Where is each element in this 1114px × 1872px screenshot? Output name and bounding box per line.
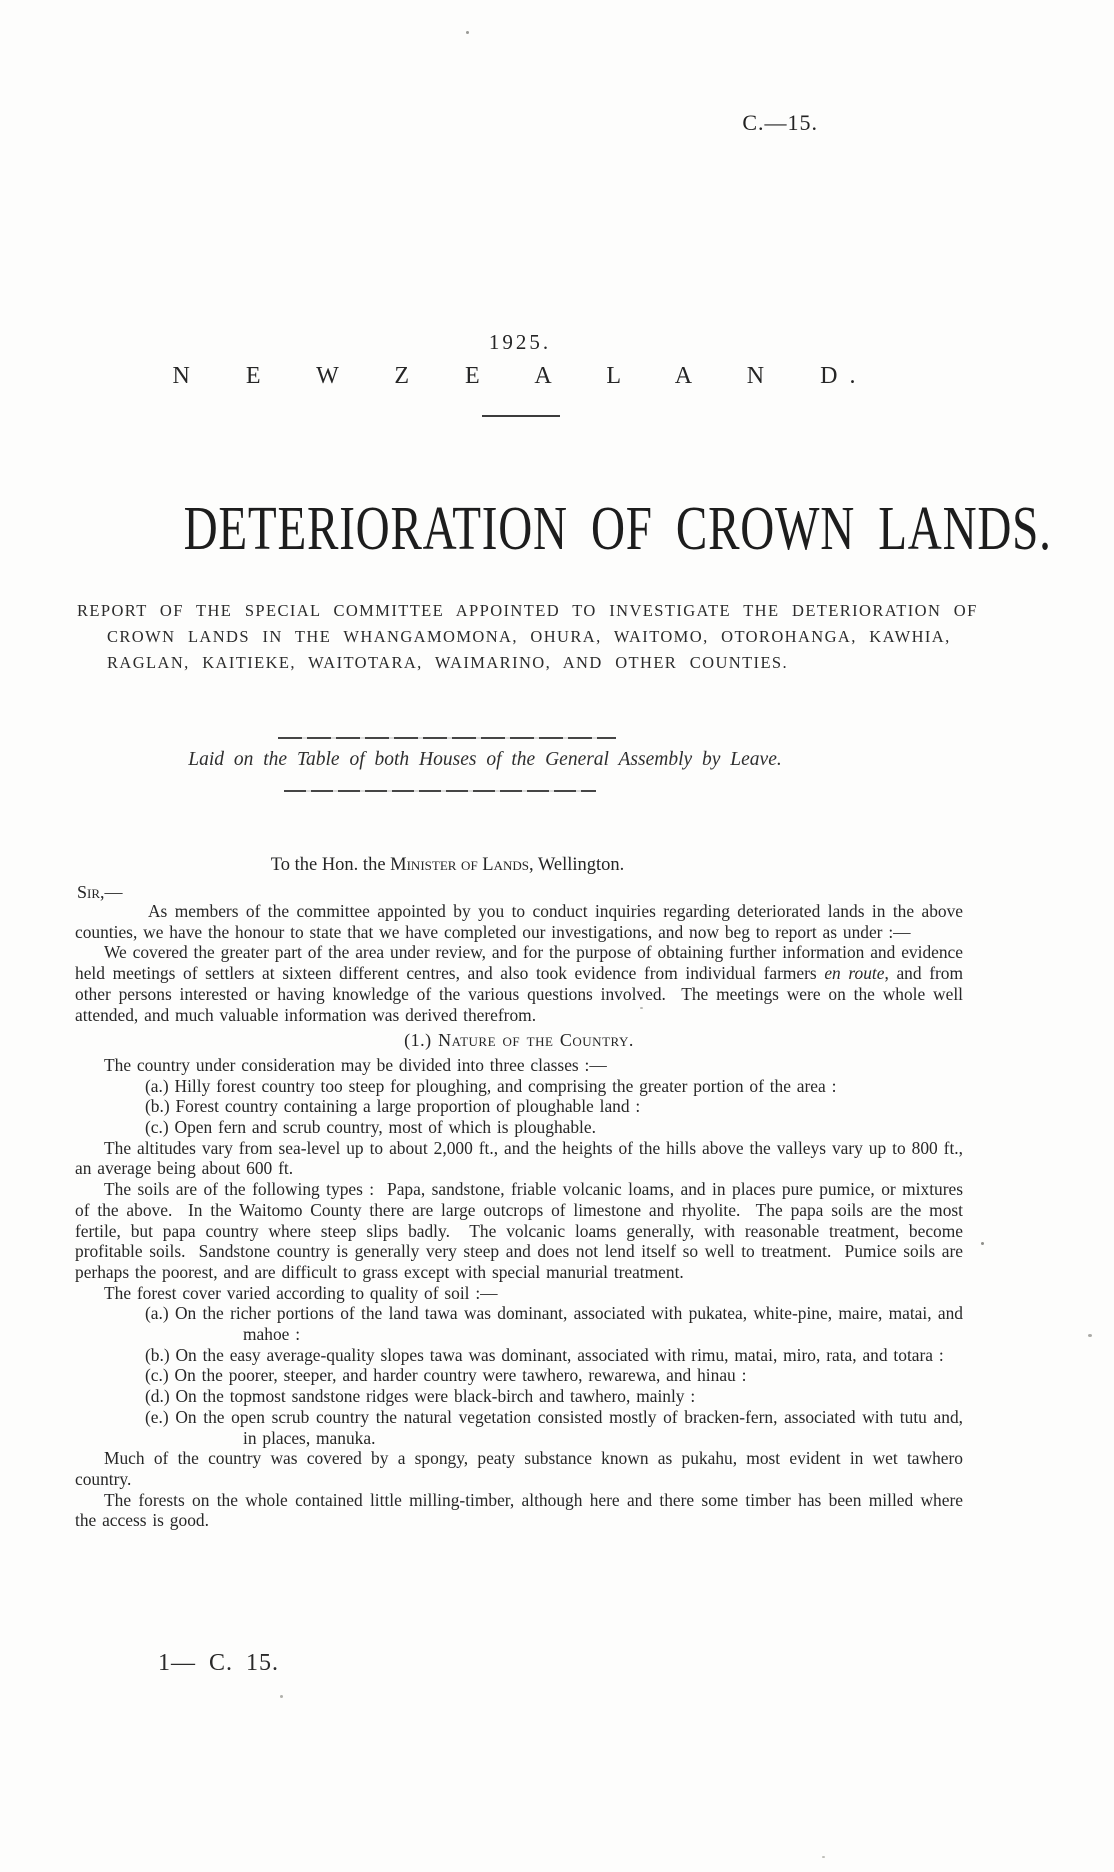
subtitle-line-1: REPORT OF THE SPECIAL COMMITTEE APPOINTED TO INVESTIGATE THE DETERIORATION OF: [77, 601, 978, 620]
list-text: Open fern and scrub country, most of which is ploughable.: [174, 1117, 596, 1138]
paragraph-pukahu: Much of the country was covered by a spongy, peaty substance known as pukahu, most evident in wet tawhero country.: [75, 1448, 969, 1489]
list-item: [75, 1096, 963, 1117]
address-line: [75, 855, 820, 876]
section-heading: (1.) Nature of the Country.: [404, 1030, 634, 1051]
scan-speck: [822, 1856, 825, 1858]
list-marker: (c.): [145, 1117, 169, 1138]
subtitle-line-3: RAGLAN, KAITIEKE, WAITOTARA, WAIMARINO, AND OTHER COUNTIES.: [107, 653, 789, 672]
scan-speck: [981, 1242, 984, 1245]
paragraph-altitudes: The altitudes vary from sea-level up to about 2,000 ft., and the heights of the hills above the valleys vary up to 800 ft., an average being about 600 ft.: [75, 1137, 969, 1179]
report-subtitle: [77, 598, 1017, 676]
list-item: [75, 1365, 963, 1386]
list-text: On the topmost sandstone ridges were black-birch and tawhero, mainly :: [175, 1386, 696, 1407]
paragraph-classes-intro: The country under consideration may be divided into three classes :—: [104, 1054, 607, 1075]
list-item: [75, 1386, 963, 1407]
salutation: Sir,—: [77, 882, 123, 902]
list-text: On the open scrub country the natural vegetation consisted mostly of bracken-fern, associated with tutu and, in places, manuka.: [175, 1406, 969, 1448]
list-marker: (a.): [145, 1075, 169, 1096]
address-post: , Wellington.: [529, 855, 625, 875]
classes-list: [75, 1076, 963, 1138]
masthead-year: 1925.: [488, 330, 552, 354]
address-minister: Minister of Lands: [390, 855, 529, 875]
forest-list: [75, 1303, 969, 1448]
paragraph-covered: [75, 942, 969, 1025]
paragraph-covered-italic: en route: [824, 963, 885, 984]
scan-speck: [640, 1007, 643, 1009]
scan-speck: [280, 1695, 283, 1698]
page-title: DETERIORATION OF CROWN LANDS.: [183, 495, 1052, 563]
list-text: On the richer portions of the land tawa was dominant, associated with pukatea, white-pine, maire, matai, and mahoe :: [174, 1303, 969, 1345]
list-text: On the poorer, steeper, and harder country were tawhero, rewarewa, and hinau :: [174, 1365, 747, 1386]
paragraph-covered-pre: We covered the greater part of the area under review, and for the purpose of obtaining further information and evidence held meetings of settlers at sixteen different centres, and also took evidence from individual farmers: [75, 942, 969, 984]
list-item: [75, 1303, 969, 1345]
paper-number: C.—15.: [742, 110, 818, 135]
paragraph-forest-intro: The forest cover varied according to quality of soil :—: [104, 1282, 498, 1303]
paragraph-soils: The soils are of the following types : Papa, sandstone, friable volcanic loams, and in places pure pumice, or mixtures of the above. In the Waitomo County there are large outcrops of limestone and rhyolite. The papa soils are the most fertile, but papa country where steep slips badly. The volcanic loams generally, with reasonable treatment, become profitable soils. Sandstone country is generally very steep and does not lend itself so well to treatment. Pumice soils are perhaps the poorest, and are difficult to grass except with special manurial treatment.: [75, 1179, 969, 1282]
address-pre: To the Hon. the: [270, 855, 391, 875]
scan-speck: [1088, 1334, 1092, 1337]
paragraph-covered-post: , and from other persons interested or having knowledge of the various questions involved. The meetings were on the whole well attended, and much valuable information was derived therefrom.: [75, 963, 969, 1025]
list-item: [75, 1117, 963, 1138]
masthead-rule: [482, 415, 560, 417]
list-text: Forest country containing a large proportion of ploughable land :: [175, 1096, 641, 1117]
divider-rule-top: [278, 737, 616, 739]
list-marker: (d.): [145, 1386, 170, 1407]
list-item: [75, 1345, 963, 1366]
list-marker: (b.): [145, 1096, 170, 1117]
list-marker: (c.): [145, 1365, 169, 1386]
list-item: [75, 1406, 969, 1448]
list-marker: (b.): [145, 1344, 170, 1365]
masthead-nation: N E W Z E A L A N D.: [172, 363, 868, 389]
page-footer-ref: 1— C. 15.: [158, 1650, 280, 1676]
paragraph-timber: The forests on the whole contained little milling-timber, although here and there some timber has been milled where the access is good.: [75, 1489, 969, 1531]
list-text: On the easy average-quality slopes tawa was dominant, associated with rimu, matai, miro, rata, and totara :: [175, 1344, 944, 1365]
laid-on-table-notice: Laid on the Table of both Houses of the General Assembly by Leave.: [188, 749, 782, 770]
list-text: Hilly forest country too steep for ploughing, and comprising the greater portion of the area :: [174, 1075, 837, 1096]
report-body: [75, 901, 969, 1531]
subtitle-line-2: CROWN LANDS IN THE WHANGAMOMONA, OHURA, WAITOMO, OTOROHANGA, KAWHIA,: [107, 627, 951, 646]
divider-rule-bottom: [284, 790, 596, 792]
list-marker: (a.): [145, 1303, 169, 1324]
paragraph-intro: As members of the committee appointed by you to conduct inquiries regarding deteriorated lands in the above counties, we have the honour to state that we have completed our investigations, and now beg to report as under :—: [75, 901, 969, 942]
list-marker: (e.): [145, 1406, 169, 1427]
list-item: [75, 1076, 963, 1097]
scan-speck: [466, 31, 469, 34]
